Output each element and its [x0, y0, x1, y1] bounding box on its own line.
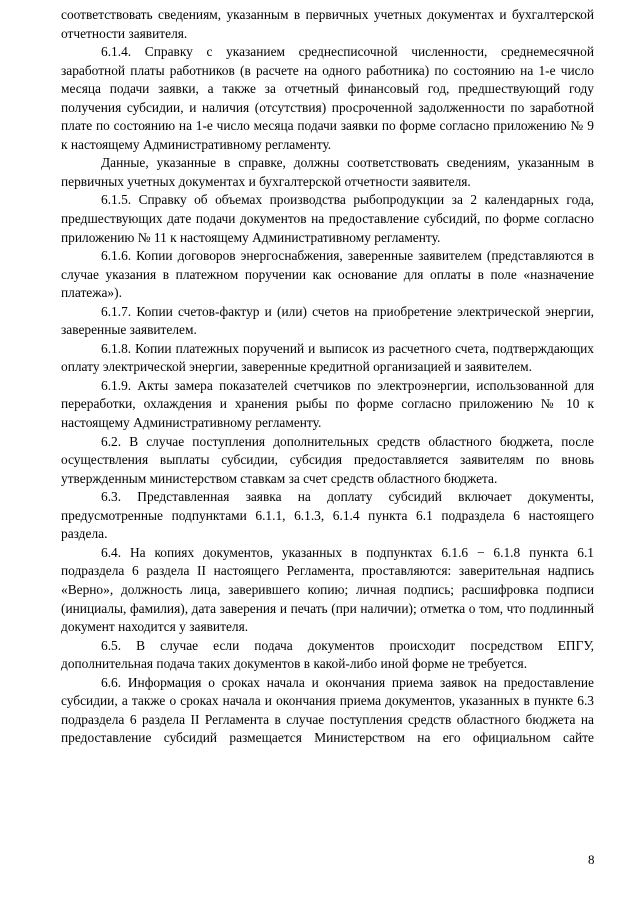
paragraph-6-6: 6.6. Информация о сроках начала и окончания приема заявок на предоставление субсидии, а также о сроках начала и окончания приема документов, указанных в пункте 6.3 подраздела 6 раздела II Регламента в случае поступления средств областного бюджета на предоставление субсидий размещается Министерством на его официальном сайте	[61, 674, 594, 746]
paragraph-6-1-7: 6.1.7. Копии счетов-фактур и (или) счетов на приобретение электрической энергии, заверенные заявителем.	[61, 303, 594, 338]
paragraph-data-note: Данные, указанные в справке, должны соответствовать сведениям, указанным в первичных учетных документах и бухгалтерской отчетности заявителя.	[61, 155, 594, 189]
paragraph-6-1-9: 6.1.9. Акты замера показателей счетчиков по электроэнергии, использованной для переработки, охлаждения и хранения рыбы по форме согласно приложению № 10 к настоящему Административному регламенту.	[61, 377, 594, 431]
paragraph-6-2: 6.2. В случае поступления дополнительных средств областного бюджета, после осуществления выплаты субсидии, субсидия предоставляется заявителям по вновь утвержденным министерством ставкам за счет средств областного бюджета.	[61, 433, 594, 486]
paragraph-6-1-8: 6.1.8. Копии платежных поручений и выписок из расчетного счета, подтверждающих оплату электрической энергии, заверенные кредитной организацией и заявителем.	[61, 340, 594, 375]
paragraph-6-1-5: 6.1.5. Справку об объемах производства рыбопродукции за 2 календарных года, предшествующих дате подачи документов на предоставление субсидий, по форме согласно приложению № 11 к настоящему Административному регламенту.	[61, 192, 594, 245]
paragraph-6-3: 6.3. Представленная заявка на доплату субсидий включает документы, предусмотренные подпунктами 6.1.1, 6.1.3, 6.1.4 пункта 6.1 подраздела 6 настоящего раздела.	[61, 489, 594, 542]
paragraph-6-4: 6.4. На копиях документов, указанных в подпунктах 6.1.6 − 6.1.8 пункта 6.1 подраздела 6 раздела II настоящего Регламента, проставляются: заверительная надпись «Верно», должность лица, заверившего копию; личная подпись; расшифровка подписи (инициалы, фамилия), дата заверения и печать (при наличии); отметка о том, что подлинный документ находится у заявителя.	[61, 544, 594, 635]
document-body	[61, 6, 594, 748]
page-number: 8	[588, 852, 595, 867]
paragraph-6-5: 6.5. В случае если подача документов происходит посредством ЕПГУ, дополнительная подача таких документов в какой-либо иной форме не требуется.	[61, 637, 594, 672]
paragraph-6-1-6: 6.1.6. Копии договоров энергоснабжения, заверенные заявителем (представляются в случае указания в платежном поручении как основание для оплаты в поле «назначение платежа»).	[61, 248, 594, 301]
paragraph-6-1-4: 6.1.4. Справку с указанием среднесписочной численности, среднемесячной заработной платы работников (в расчете на одного работника) по состоянию на 1-е число месяца подачи заявки, а также за отчетный финансовый год, предшествующий году получения субсидии, и наличия (отсутствия) просроченной задолженности по заработной плате по состоянию на 1-е число месяца подачи заявки по форме согласно приложению № 9 к настоящему Административному регламенту.	[61, 44, 594, 152]
paragraph-continuation: соответствовать сведениям, указанным в первичных учетных документах и бухгалтерской отчетности заявителя.	[61, 7, 594, 41]
